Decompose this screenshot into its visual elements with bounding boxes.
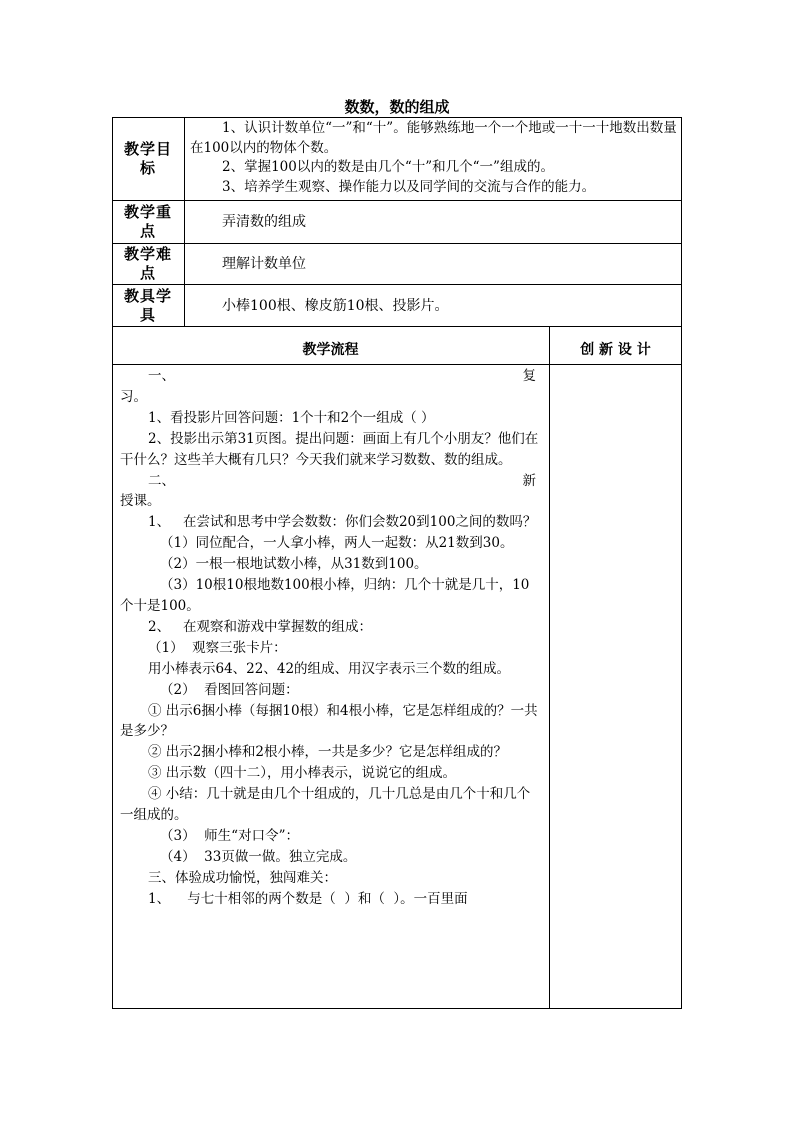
key-points-label: 教学重点 — [123, 203, 172, 240]
aids-content: 小棒100根、橡皮筋10根、投影片。 — [222, 298, 449, 314]
flow-paragraph: ③ 出示数（四十二），用小棒表示，说说它的组成。 — [148, 765, 457, 782]
key-points-content: 弄清数的组成 — [222, 214, 306, 230]
flow-paragraph: （4） 33页做一做。独立完成。 — [160, 848, 357, 865]
flow-paragraph: 2、 在观察和游戏中掌握数的组成： — [148, 618, 372, 635]
flow-header: 教学流程 — [302, 341, 359, 358]
design-column-divider — [549, 326, 550, 1009]
objectives-label: 教学目标 — [123, 140, 172, 177]
section-2-title-end: 授课。 — [120, 493, 161, 510]
flow-paragraph: （1） 观察三张卡片： — [148, 639, 287, 656]
flow-paragraph: 2、投影出示第31页图。提出问题：画面上有几个小朋友？他们在干什么？这些羊大概有几只？今天我们就来学习数数、数的组成。 — [120, 430, 539, 468]
section-1-title-start: 复 — [522, 368, 536, 384]
section-2-number: 二、 — [148, 472, 175, 489]
row-divider — [112, 243, 682, 244]
flow-paragraph: 用小棒表示64、22、42的组成、用汉字表示三个数的组成。 — [148, 660, 511, 677]
difficulties-content: 理解计数单位 — [222, 256, 306, 272]
flow-paragraph: （3）10根10根地数100根小棒，归纳：几个十就是几十，10个十是100。 — [120, 577, 530, 614]
teaching-flow — [120, 366, 542, 910]
flow-paragraph: ② 出示2捆小棒和2根小棒，一共是多少？它是怎样组成的？ — [148, 744, 507, 761]
flow-paragraph: （2）一根一根地试数小棒，从31数到100。 — [160, 556, 428, 573]
flow-paragraph: ④ 小结：几十就是由几个十组成的，几十几总是由几个十和几个一组成的。 — [120, 786, 531, 824]
section-1-number: 一、 — [148, 368, 175, 384]
flow-paragraph: （3） 师生“对口令”： — [160, 827, 299, 844]
flow-paragraph: 1、 在尝试和思考中学会数数：你们会数20到100之间的数吗？ — [148, 514, 537, 531]
objective-3: 3、培养学生观察、操作能力以及同学间的交流与合作的能力。 — [222, 178, 596, 195]
row-divider — [112, 364, 682, 365]
row-divider — [112, 200, 682, 201]
row-divider — [112, 284, 682, 285]
section-1-title-end: 习。 — [120, 388, 147, 405]
flow-paragraph: 1、看投影片回答问题：1个十和2个一组成（ ） — [148, 409, 435, 426]
objectives-content — [190, 119, 680, 197]
section-1-heading — [120, 366, 542, 387]
page-title: 数数，数的组成 — [344, 98, 450, 116]
flow-paragraph: ① 出示6捆小棒（每捆10根）和4根小棒，它是怎样组成的？一共是多少？ — [120, 702, 538, 740]
flow-paragraph: （1）同位配合，一人拿小棒，两人一起数：从21数到30。 — [160, 535, 514, 552]
difficulties-label: 教学难点 — [123, 245, 172, 282]
flow-paragraph: （2） 看图回答问题： — [160, 681, 299, 698]
design-header: 创 新 设 计 — [580, 341, 651, 358]
flow-paragraph: 1、 与七十相邻的两个数是（ ）和（ ）。一百里面 — [148, 890, 468, 907]
aids-label: 教具学具 — [123, 287, 172, 324]
objective-1: 1、认识计数单位“一”和“十”。能够熟练地一个一个地或一十一十地数出数量在100以内的物体个数。 — [190, 120, 677, 156]
objective-2: 2、掌握100以内的数是由几个“十”和几个“一”组成的。 — [222, 159, 554, 175]
label-column-divider — [184, 117, 185, 326]
row-divider — [112, 326, 682, 327]
flow-paragraph: 三、体验成功愉悦，独闯难关： — [148, 869, 337, 886]
section-2-heading — [120, 471, 542, 492]
section-2-title-start: 新 — [522, 472, 536, 489]
